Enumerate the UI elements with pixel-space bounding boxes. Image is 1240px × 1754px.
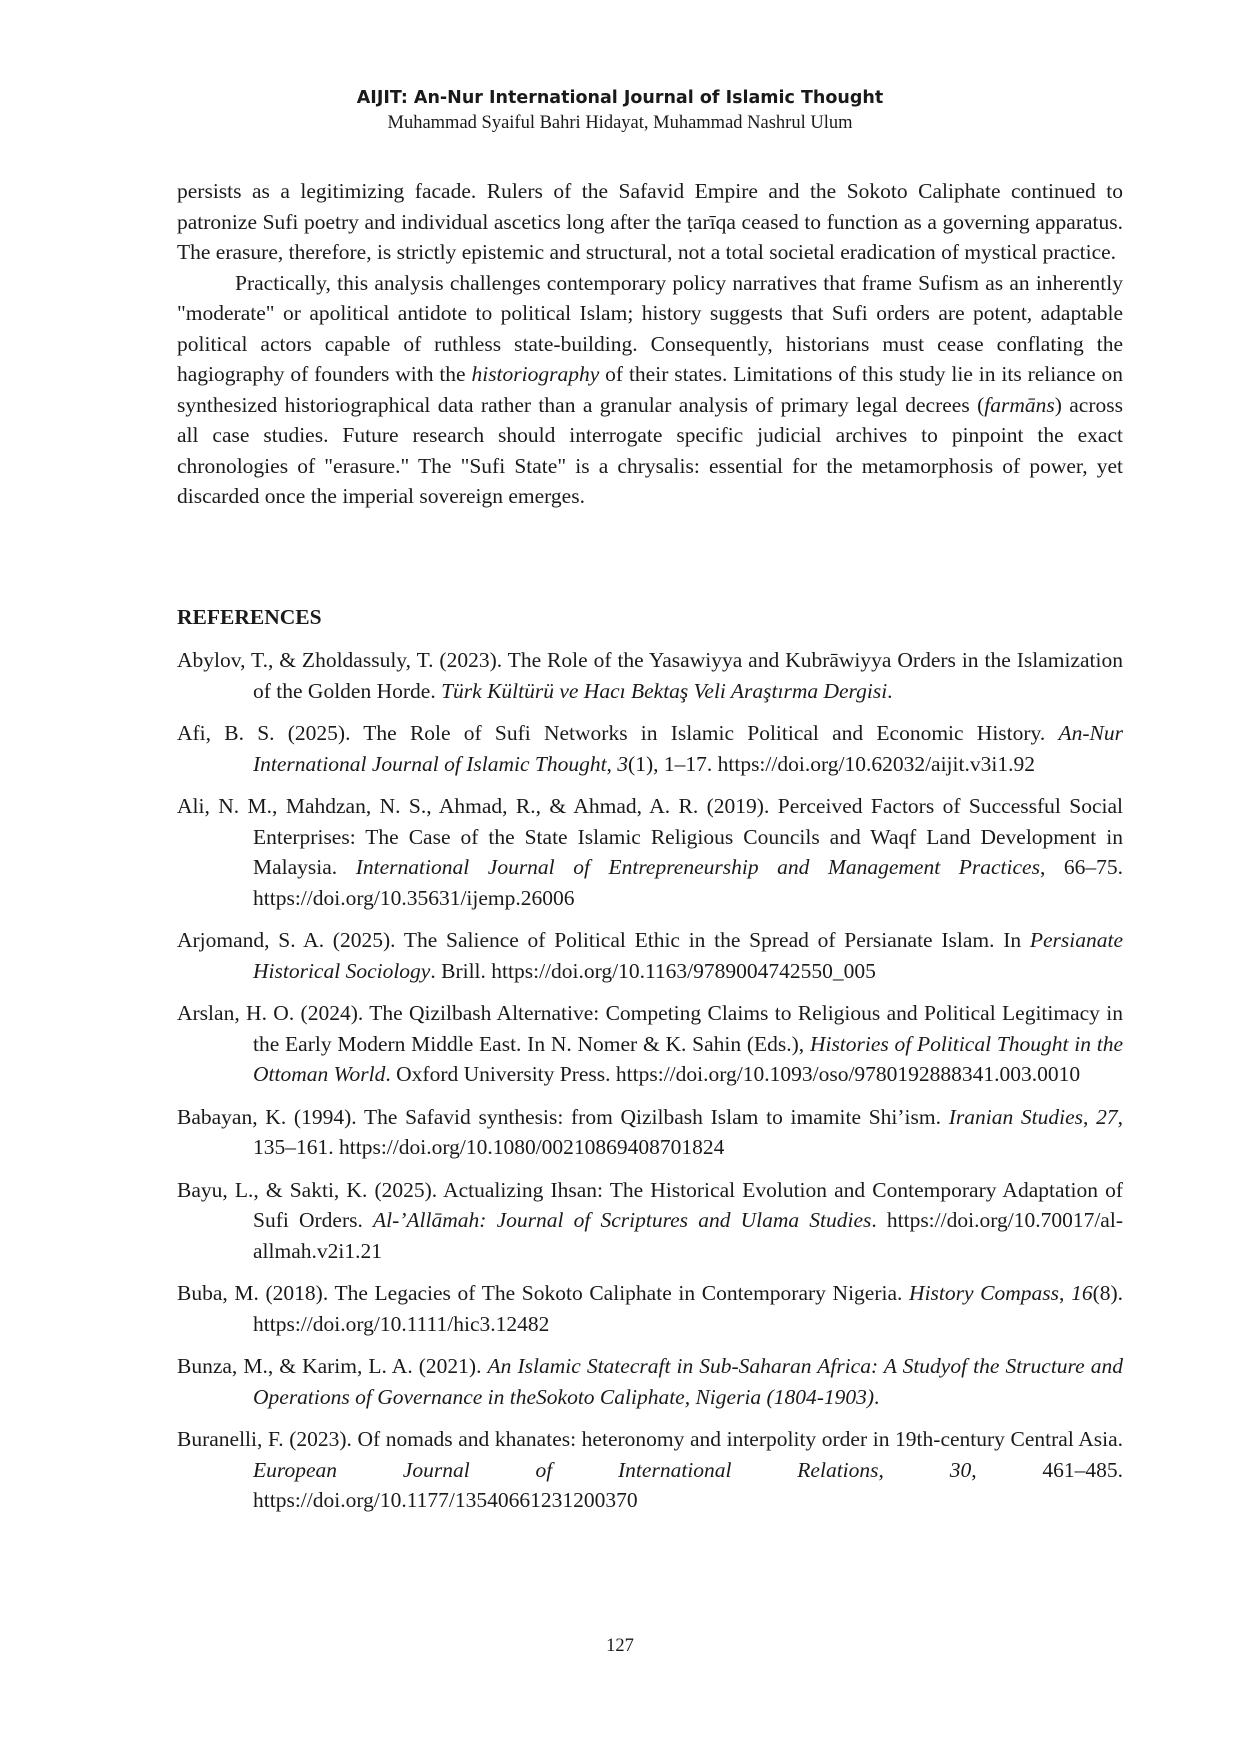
paragraph-1: persists as a legitimizing facade. Rulers of the Safavid Empire and the Sokoto Caliphate continued to patronize Sufi poetry and individual ascetics long after the ṭarīqa ceased to function as a governing apparatus. The erasure, therefore, is strictly epistemic and structural, not a total societal eradication of mystical practice. [177, 179, 1123, 264]
paragraph-2-part2: of their states. Limitations of this study lie in its reliance on synthesized historiographical data rather than a granular analysis of primary legal decrees ( [177, 362, 1123, 417]
paragraph-2-part3: ) across all case studies. Future research should interrogate specific judicial archives to pinpoint the exact chronologies of "erasure." The "Sufi State" is a chrysalis: essential for the metamorphosis of power, yet discarded once the imperial sovereign emerges. [177, 392, 1123, 508]
reference-item [177, 718, 1123, 779]
ref-volume: 27 [1096, 1104, 1118, 1129]
paragraph-2 [177, 268, 1123, 512]
reference-item [177, 645, 1123, 706]
ref-source: An Islamic Statecraft in Sub-Saharan Africa: A Studyof the Structure and Operations of Governance in theSokoto Caliphate, Nigeria (1804-1903) [253, 1354, 1123, 1409]
ref-text: . [887, 678, 893, 703]
reference-list [177, 645, 1123, 1516]
journal-title: AIJIT: An-Nur International Journal of Islamic Thought [356, 88, 884, 108]
ref-source: Al-’Allāmah: Journal of Scriptures and Ulama Studies [373, 1208, 872, 1232]
paragraph-2-italic1: historiography [471, 362, 600, 386]
reference-item [177, 925, 1123, 986]
body-text [177, 176, 1123, 512]
reference-item [177, 1175, 1123, 1267]
ref-text: Abylov, T., & Zholdassuly, T. (2023). The Role of the Yasawiyya and Kubrāwiyya Orders in the Islamization of the Golden Horde. [177, 648, 1123, 703]
author-names: Muhammad Syaiful Bahri Hidayat, Muhammad Nashrul Ulum [387, 113, 853, 133]
ref-text: Arjomand, S. A. (2025). The Salience of Political Ethic in the Spread of Persianate Islam. In [177, 928, 1030, 952]
ref-source: Histories of Political Thought in the Ottoman World [253, 1031, 1124, 1086]
reference-item [177, 998, 1123, 1090]
ref-text: Buranelli, F. (2023). Of nomads and khanates: heteronomy and interpolity order in 19th-century Central Asia. [177, 1427, 1123, 1451]
ref-text: . Oxford University Press. https://doi.org/10.1093/oso/9780192888341.003.0010 [385, 1062, 1081, 1086]
ref-source: Persianate Historical Sociology [253, 928, 1123, 983]
ref-source: International Journal of Entrepreneurship and Management Practices [355, 855, 1040, 879]
reference-item [177, 1351, 1123, 1412]
reference-item [177, 1424, 1123, 1516]
ref-text: Bunza, M., & Karim, L. A. (2021). [177, 1354, 488, 1378]
ref-text: Buba, M. (2018). The Legacies of The Sokoto Caliphate in Contemporary Nigeria. [177, 1281, 910, 1305]
references-heading: REFERENCES [177, 605, 322, 629]
ref-text: . https://doi.org/10.70017/al-allmah.v2i1.21 [253, 1208, 1123, 1263]
ref-text: , [606, 751, 618, 776]
ref-text: . Brill. https://doi.org/10.1163/9789004742550_005 [430, 958, 876, 983]
reference-item [177, 1102, 1123, 1163]
ref-text: , 461–485. https://doi.org/10.1177/13540661231200370 [253, 1457, 1124, 1512]
ref-text: Babayan, K. (1994). The Safavid synthesis: from Qizilbash Islam to imamite Shi’ism. [177, 1104, 949, 1129]
ref-source: Türk Kültürü ve Hacı Bektaş Veli Araştırma Dergisi [441, 678, 888, 703]
ref-text: Ali, N. M., Mahdzan, N. S., Ahmad, R., & Ahmad, A. R. (2019). Perceived Factors of Successful Social Enterprises: The Case of the State Islamic Religious Councils and Waqf Land Development in Malaysia. [177, 794, 1123, 879]
paragraph-2-part1: Practically, this analysis challenges contemporary policy narratives that frame Sufism as an inherently "moderate" or apolitical antidote to political Islam; history suggests that Sufi orders are potent, adaptable political actors capable of ruthless state-building. Consequently, historians must cease conflating the hagiography of founders with the [177, 270, 1123, 386]
ref-text: , [1059, 1281, 1072, 1305]
ref-source: Iranian Studies [948, 1104, 1084, 1129]
ref-text: . [874, 1384, 880, 1409]
running-header [0, 88, 1240, 134]
ref-text: (8). https://doi.org/10.1111/hic3.12482 [253, 1281, 1124, 1336]
ref-source: European Journal of International Relations [253, 1457, 879, 1482]
ref-text: Arslan, H. O. (2024). The Qizilbash Alternative: Competing Claims to Religious and Political Legitimacy in the Early Modern Middle East. In N. Nomer & K. Sahin (Eds.), [177, 1001, 1123, 1056]
ref-source: History Compass [909, 1281, 1060, 1305]
ref-text: , [1083, 1104, 1097, 1129]
ref-volume: 30 [949, 1457, 972, 1482]
reference-item [177, 791, 1123, 913]
ref-text: , [878, 1457, 950, 1482]
ref-text: , 135–161. https://doi.org/10.1080/00210869408701824 [253, 1104, 1123, 1159]
ref-text: , 66–75. https://doi.org/10.35631/ijemp.26006 [253, 855, 1124, 910]
ref-volume: 16 [1071, 1281, 1093, 1305]
ref-text: Bayu, L., & Sakti, K. (2025). Actualizing Ihsan: The Historical Evolution and Contemporary Adaptation of Sufi Orders. [177, 1177, 1123, 1232]
ref-volume: 3 [617, 751, 629, 776]
reference-item [177, 1278, 1123, 1339]
ref-text: (1), 1–17. https://doi.org/10.62032/aijit.v3i1.92 [628, 751, 1035, 776]
ref-source: An-Nur International Journal of Islamic Thought [253, 721, 1123, 776]
ref-text: Afi, B. S. (2025). The Role of Sufi Networks in Islamic Political and Economic History. [177, 721, 1059, 745]
page-number: 127 [606, 1636, 634, 1656]
paragraph-2-italic2: farmāns [984, 392, 1055, 417]
